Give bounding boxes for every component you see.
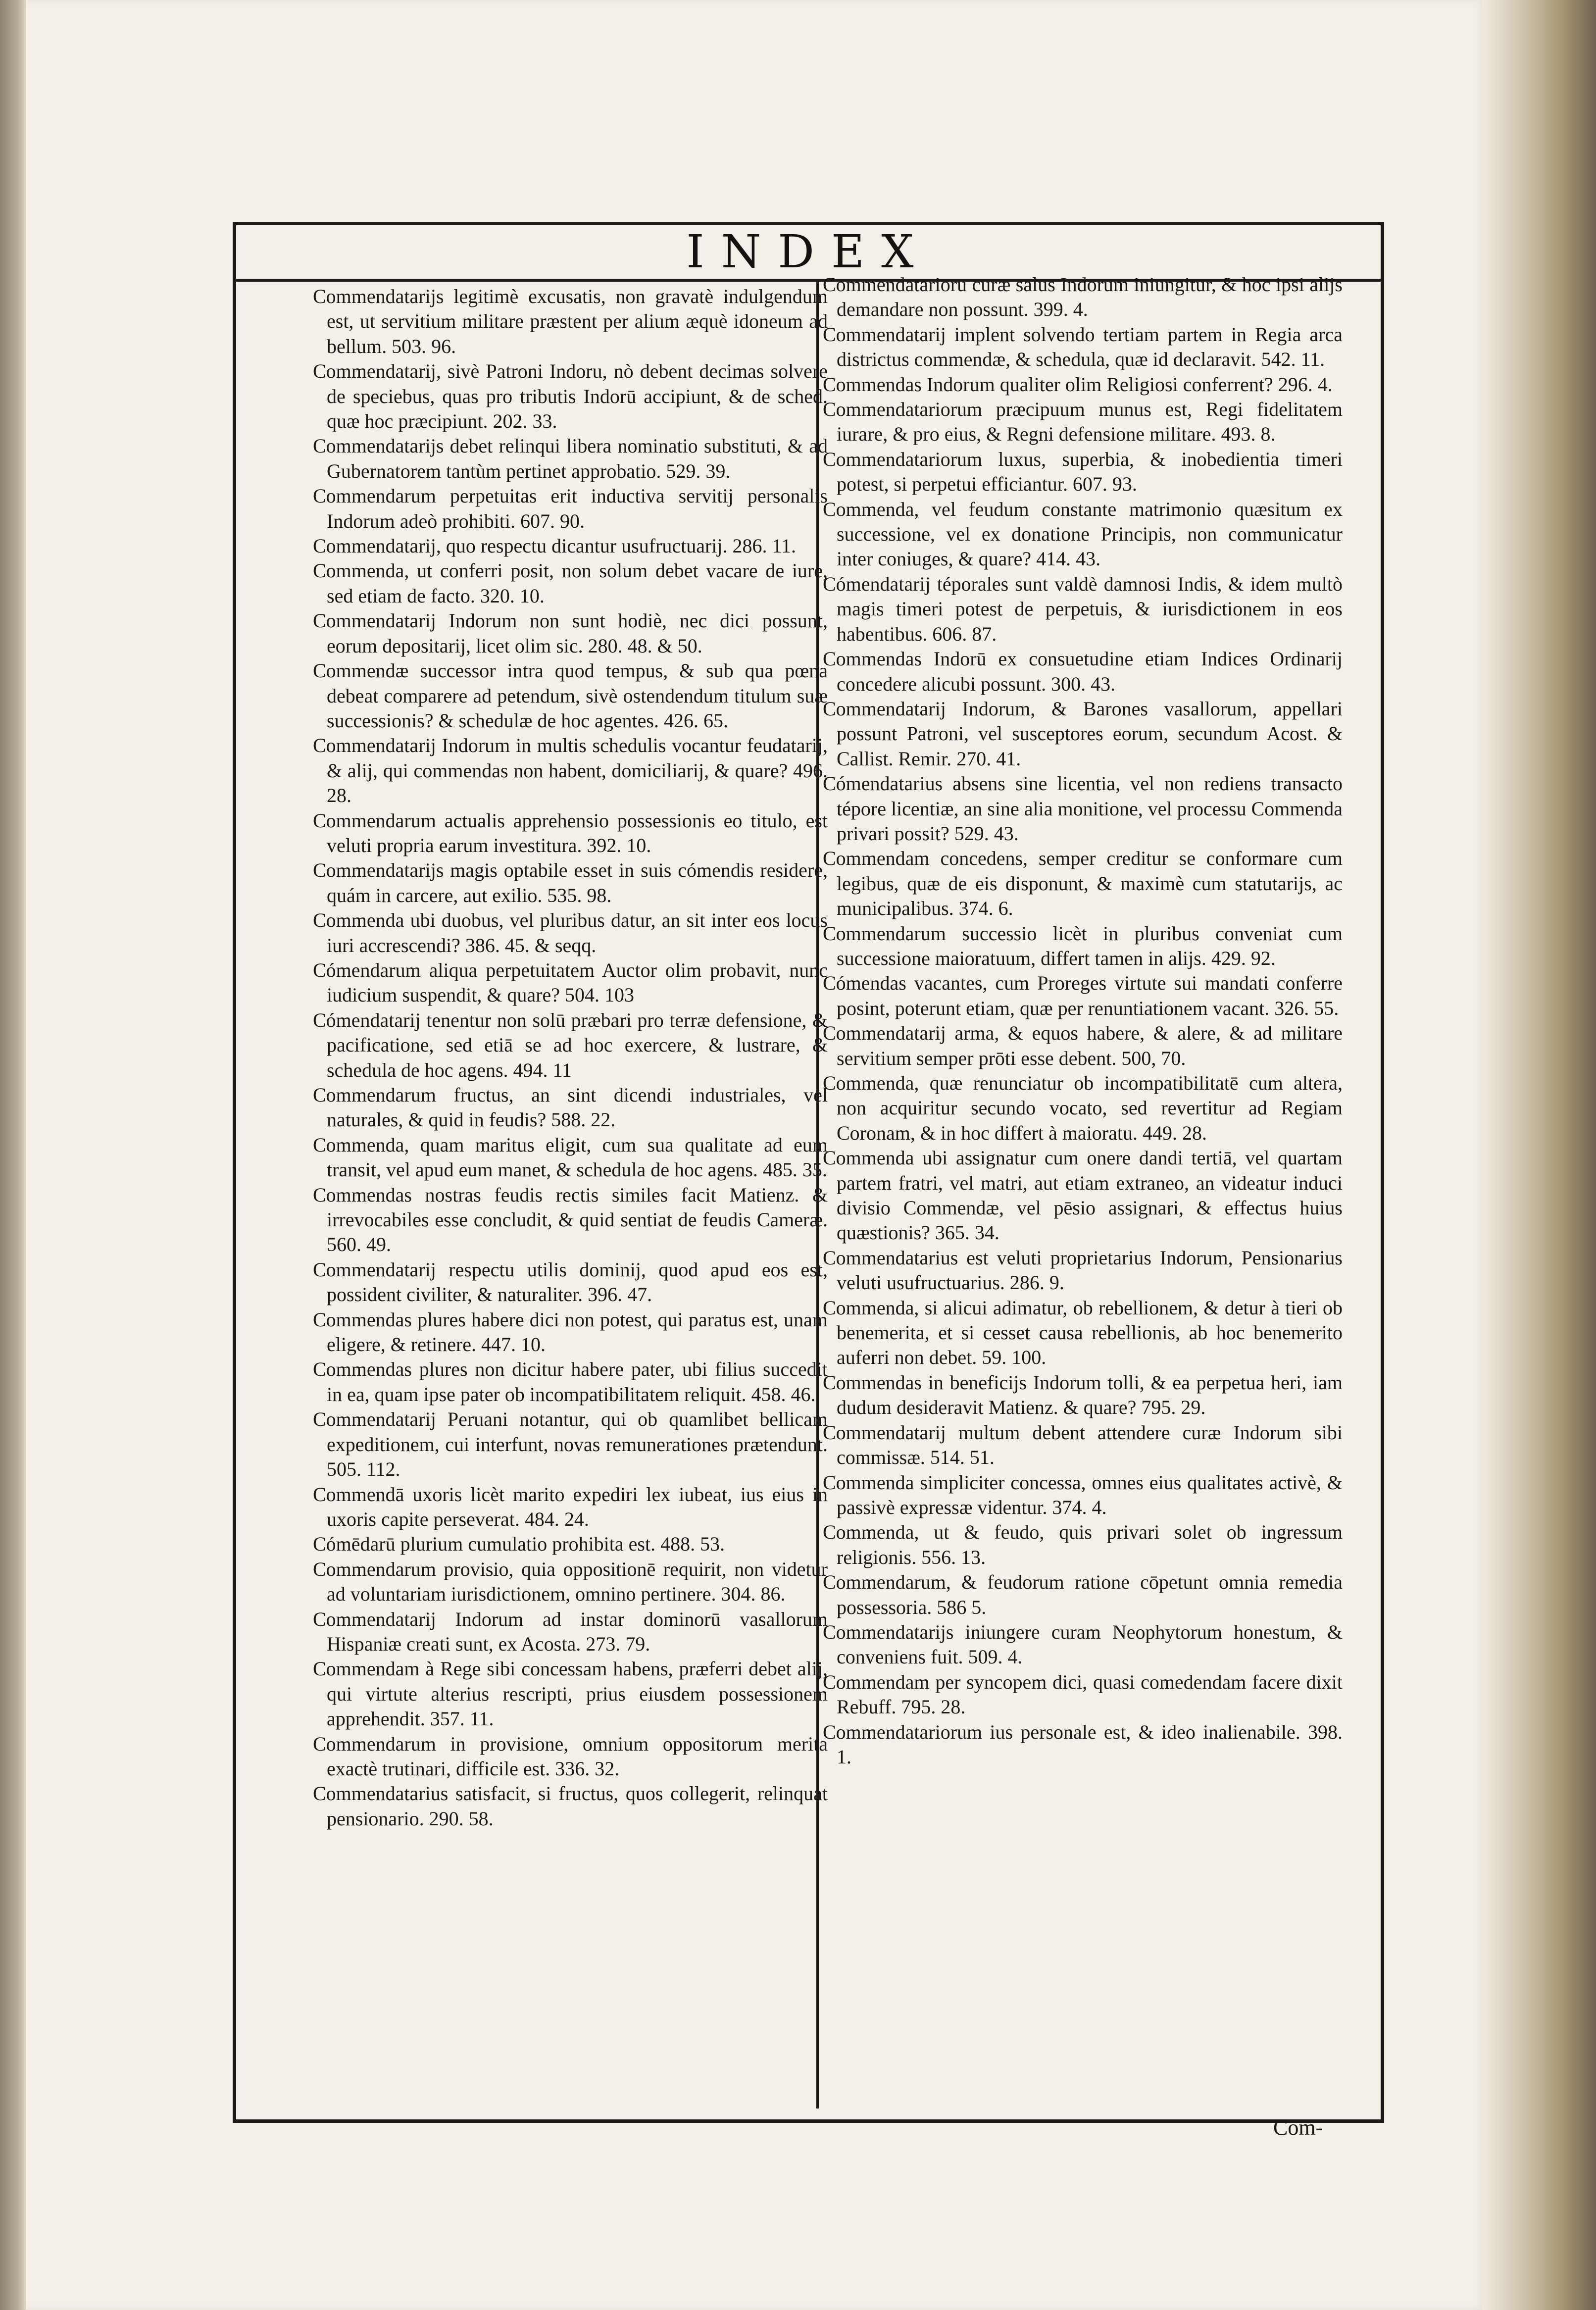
index-entry: Commendatarij Indorum non sunt hodiè, nec dici possunt, eorum depositarij, licet olim sic. 280. 48. & 50. (313, 609, 828, 657)
index-entry: Commenda, si alicui adimatur, ob rebellionem, & detur à tieri ob benemerita, et si cesset causa rebellionis, ab hoc benemerito auferri non debet. 59. 100. (823, 1296, 1343, 1369)
left-index-column (313, 284, 828, 1831)
book-gutter-shadow (0, 0, 30, 2310)
index-entry: Commendas Indorū ex consuetudine etiam Indices Ordinarij concedere alicubi possunt. 300. 43. (823, 648, 1343, 695)
index-entry: Commenda, ut conferri posit, non solum debet vacare de iure, sed etiam de facto. 320. 10. (313, 559, 828, 607)
index-entry: Commendatariorum præcipuum munus est, Regi fidelitatem iurare, & pro eius, & Regni defensione militare. 493. 8. (823, 398, 1343, 446)
index-entry: Commendarum perpetuitas erit inductiva servitij personalis Indorum adeò prohibiti. 607. 90. (313, 485, 828, 532)
index-entry: Commendatarij Indorum in multis schedulis vocantur feudatarij, & alij, qui commendas non habent, domiciliarij, & quare? 496. 28. (313, 734, 828, 807)
index-entry: Commendam à Rege sibi concessam habens, præferri debet alij, qui virtute alterius rescripti, prius eiusdem possessionem apprehendit. 357. 11. (313, 1657, 828, 1730)
index-entry: Commenda, quam maritus eligit, cum sua qualitate ad eum transit, vel apud eum manet, & schedula de hoc agens. 485. 35. (313, 1133, 828, 1181)
index-entry: Commendā uxoris licèt marito expediri lex iubeat, ius eius in uxoris capite perseverat. 484. 24. (313, 1483, 828, 1530)
index-entry: Commenda ubi assignatur cum onere dandi tertiā, vel quartam partem fratri, vel matri, aut etiam extraneo, an videatur induci divisio Commendæ, vel pēsio assignari, & effectus huius quæstionis? 365. 34. (823, 1147, 1343, 1244)
index-entry: Commenda, vel feudum constante matrimonio quæsitum ex successione, vel ex donatione Principis, non communicatur inter coniuges, & quare? 414. 43. (823, 498, 1343, 570)
index-entry: Commendas plures non dicitur habere pater, ubi filius succedit in ea, quam ipse pater ob incompatibilitatem reliquit. 458. 46. (313, 1358, 828, 1406)
index-entry: Commendatarijs debet relinqui libera nominatio substituti, & ad Gubernatorem tantùm pertinet approbatio. 529. 39. (313, 435, 828, 482)
index-entry: Commendatarij arma, & equos habere, & alere, & ad militare servitium semper prōti esse debent. 500, 70. (823, 1022, 1343, 1069)
index-entry: Commendas nostras feudis rectis similes facit Matienz. & irrevocabiles esse concludit, & quid sentiat de feudis Cameræ. 560. 49. (313, 1183, 828, 1256)
index-entry: Commendatariorum luxus, superbia, & inobedientia timeri potest, si perpetui efficiantur. 607. 93. (823, 448, 1343, 496)
index-entry: Commendatarij multum debent attendere curæ Indorum sibi commissæ. 514. 51. (823, 1421, 1343, 1469)
index-entry: Cómendarum aliqua perpetuitatem Auctor olim probavit, nunc iudicium suspendit, & quare? 504. 103 (313, 958, 828, 1006)
index-entry: Cómendatarius absens sine licentia, vel non rediens transacto tépore licentiæ, an sine alia monitione, vel processu Commenda privari possit? 529. 43. (823, 772, 1343, 845)
index-entry: Commendas plures habere dici non potest, qui paratus est, unam eligere, & retinere. 447. 10. (313, 1308, 828, 1356)
index-entry: Commendatariorū curæ salus Indorum iniungitur, & hoc ipsi alijs demandare non possunt. 399. 4. (823, 273, 1343, 321)
index-entry: Commendas in beneficijs Indorum tolli, & ea perpetua heri, iam dudum desideravit Matienz. & quare? 795. 29. (823, 1371, 1343, 1419)
book-edge-right (1482, 0, 1596, 2310)
index-entry: Commendas Indorum qualiter olim Religiosi conferrent? 296. 4. (823, 373, 1333, 396)
index-entry: Commendatarij implent solvendo tertiam partem in Regia arca districtus commendæ, & schedula, quæ id declaravit. 542. 11. (823, 323, 1343, 371)
index-entry: Commendatarijs magis optabile esset in suis cómendis residere, quám in carcere, aut exilio. 535. 98. (313, 859, 828, 906)
index-entry: Cómendas vacantes, cum Proreges virtute sui mandati conferre posint, poterunt etiam, quæ per renuntiationem vacant. 326. 55. (823, 972, 1343, 1019)
index-entry: Cómendatarij tenentur non solū præbari pro terræ defensione, & pacificatione, sed etiā se ad hoc exercere, & lustrare, & schedula de hoc agens. 494. 11 (313, 1008, 828, 1081)
index-entry: Cómendatarij téporales sunt valdè damnosi Indis, & idem multò magis timeri potest de perpetuis, & iurisdictionem in eos habentibus. 606. 87. (823, 572, 1343, 645)
index-entry: Commendarum successio licèt in pluribus conveniat cum successione maioratuum, differt tamen in alijs. 429. 92. (823, 922, 1343, 969)
index-entry: Commendatarij Peruani notantur, qui ob quamlibet bellicam expeditionem, cui interfunt, novas remunerationes prætendunt. 505. 112. (313, 1408, 828, 1481)
index-entry: Commendatarijs legitimè excusatis, non gravatè indulgendum est, ut servitium militare præstent per alium æquè idoneum ad bellum. 503. 96. (313, 285, 828, 357)
page-title: INDEX (686, 225, 931, 278)
index-entry: Commendatarij Indorum, & Barones vasallorum, appellari possunt Patroni, vel susceptores eorum, secundum Acost. & Callist. Remir. 270. 41. (823, 697, 1343, 770)
index-entry: Commendatariorum ius personale est, & ideo inalienabile. 398. 1. (823, 1720, 1343, 1768)
index-entry: Commendarum fructus, an sint dicendi industriales, vel naturales, & quid in feudis? 588. 22. (313, 1084, 828, 1131)
index-entry: Commendatarij Indorum ad instar dominorū vasallorum Hispaniæ creati sunt, ex Acosta. 273. 79. (313, 1607, 828, 1655)
index-entry: Commendæ successor intra quod tempus, & sub qua pœna debeat comparere ad petendum, sivè ostendendum titulum suæ successionis? & schedulæ de hoc agentes. 426. 65. (313, 659, 828, 732)
index-entry: Commendatarius est veluti proprietarius Indorum, Pensionarius veluti usufructuarius. 286. 9. (823, 1246, 1343, 1294)
index-entry: Commendarum in provisione, omnium oppositorum merita exactè trutinari, difficile est. 336. 32. (313, 1732, 828, 1780)
index-entry: Commendarum provisio, quia oppositionē requirit, non videtur ad voluntariam iurisdictionem, omnino pertinere. 304. 86. (313, 1557, 828, 1606)
index-entry: Commenda ubi duobus, vel pluribus datur, an sit inter eos locus iuri accrescendi? 386. 45. & seqq. (313, 909, 828, 956)
index-entry: Commendarum, & feudorum ratione cōpetunt omnia remedia possessoria. 586 5. (823, 1571, 1343, 1618)
right-index-column (823, 272, 1343, 1769)
index-entry: Commendam per syncopem dici, quasi comedendam facere dixit Rebuff. 795. 28. (823, 1670, 1343, 1718)
index-entry: Commendatarij, sivè Patroni Indoru, nò debent decimas solvere de speciebus, quas pro tributis Indorū accipiunt, & de sched. quæ hoc præcipiunt. 202. 33. (313, 360, 828, 433)
index-entry: Commenda, quæ renunciatur ob incompatibilitatē cum altera, non acquiritur secundo vocato, sed revertitur ad Regiam Coronam, & in hoc differt à maioratu. 449. 28. (823, 1072, 1343, 1144)
index-entry: Commenda, ut & feudo, quis privari solet ob ingressum religionis. 556. 13. (823, 1521, 1343, 1568)
index-entry: Commenda simpliciter concessa, omnes eius qualitates activè, & passivè expressæ videntur. 374. 4. (823, 1471, 1343, 1518)
index-entry: Commendatarij, quo respectu dicantur usufructuarij. 286. 11. (313, 535, 797, 557)
index-entry: Commendatarius satisfacit, si fructus, quos collegerit, relinquat pensionario. 290. 58. (313, 1782, 828, 1830)
index-entry: Commendarum actualis apprehensio possessionis eo titulo, est veluti propria earum investitura. 392. 10. (313, 809, 828, 856)
index-entry: Commendam concedens, semper creditur se conformare cum legibus, quæ de eis disponunt, & maximè cum statutarijs, ac municipalibus. 374. 6. (823, 847, 1343, 920)
index-entry: Cómēdarū plurium cumulatio prohibita est. 488. 53. (313, 1533, 725, 1556)
index-entry: Commendatarij respectu utilis dominij, quod apud eos est, possident civiliter, & naturaliter. 396. 47. (313, 1258, 828, 1306)
catchword: Com- (1273, 2115, 1323, 2140)
index-entry: Commendatarijs iniungere curam Neophytorum honestum, & conveniens fuit. 509. 4. (823, 1620, 1343, 1668)
